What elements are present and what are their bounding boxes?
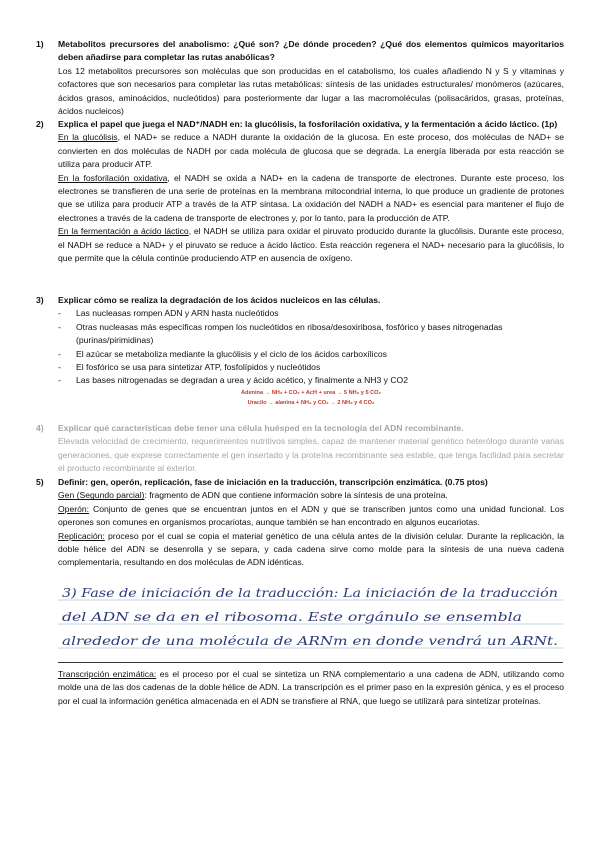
answer-transcripcion <box>58 668 564 708</box>
question-number: 3) <box>36 295 44 305</box>
question-title: Explicar qué características debe tener una célula huésped en la tecnología del ADN recombinante. <box>58 423 464 433</box>
reaction-uracilo: Uracilo → alanina + NH₃ y CO₂ → 2 NH₃ y 4 CO₂ <box>247 399 375 406</box>
question-5 <box>36 476 564 570</box>
answer-text: : fragmento de ADN que contiene información sobre la síntesis de una proteína. <box>144 490 448 501</box>
answer-text: es el proceso por el cual se sintetiza un RNA complementario a una cadena de ADN, utilizando como molde una de las dos cadenas de la doble hélice de ADN. La transcripción es el primer paso en la expresión génica, y es el proceso por el cual la información genética almacenada en el ADN se transfiere al RNA, que luego se utilizará para sintetizar proteínas. <box>58 669 564 706</box>
answer-replicacion <box>58 530 564 570</box>
answer-transcripcion-block <box>36 668 564 708</box>
answer-label: Transcripción enzimática: <box>58 669 157 679</box>
answer-text: , el NAD+ se reduce a NADH durante la oxidación de la glucosa. En este proceso, dos moléculas de NAD+ se convierten en dos moléculas de NADH por cada molécula de glucosa que se degrada. La energía liberada por esta reacción se utiliza para producir ATP. <box>58 132 564 170</box>
list-item: - Las bases nitrogenadas se degradan a urea y ácido acético, y finalmente a NH3 y CO2 <box>58 374 564 387</box>
question-number: 1) <box>36 39 44 49</box>
answer-label: En la glucólisis <box>58 132 118 143</box>
question-title: Explicar cómo se realiza la degradación de los ácidos nucleicos en las células. <box>58 295 381 305</box>
handwritten-line: del ADN se da en el ribosoma. Este orgánulo se ensembla <box>62 609 522 624</box>
answer-gen <box>58 489 564 502</box>
answer-text: Los 12 metabolitos precursores son moléculas que son producidas en el catabolismo, los cuales añadiendo N y S y vitaminas y cofactores que son necesarios para completar las rutas metabólicas: síntesis de las unidades estructurales/ monómeros (azúcares, ácidos grasos, aminoácidos, nucleótidos) para posteriormente dar lugar a las macromoléculas (polisacáridos, grasas, proteínas, ácidos nucleicos) <box>58 65 564 117</box>
list-item: - El azúcar se metaboliza mediante la glucólisis y el ciclo de los ácidos carboxílicos <box>58 348 564 361</box>
answer-text: , el NADH se utiliza para oxidar el piruvato producido durante la glucólisis. Durante este proceso, el NADH se reduce a NAD+ y el piruvato se reduce a ácido láctico. Esta reacción regenera el NAD+ necesario para la glucólisis, lo que permite que la célula continúe produciendo ATP en ausencia de oxígeno. <box>58 226 564 264</box>
answer-label: En la fosforilación oxidativa <box>58 172 168 183</box>
list-item: - El fosfórico se usa para sintetizar ATP, fosfolípidos y nucleótidos <box>58 361 564 374</box>
question-3 <box>36 294 564 408</box>
question-2 <box>36 118 564 265</box>
question-number: 4) <box>36 423 44 433</box>
question-number: 2) <box>36 119 44 129</box>
degradation-list <box>58 307 564 387</box>
answer-text: Conjunto de genes que se encuentran juntos en el ADN y que se transcriben juntos como una unidad funcional. Los operones son comunes en organismos procariotas, aunque también se han encontrado en algunos eucariotas. <box>58 503 564 528</box>
list-item: - Las nucleasas rompen ADN y ARN hasta nucleótidos <box>58 307 564 320</box>
handwritten-line: 3) Fase de iniciación de la traducción: La iniciación de la traducción <box>62 585 558 600</box>
list-item: - Otras nucleasas más específicas rompen los nucleótidos en ribosa/desoxiribosa, fosfórico y bases nitrogenadas (purinas/pirimidinas) <box>58 321 564 348</box>
question-1 <box>36 38 564 118</box>
question-title: Definir: gen, operón, replicación, fase de iniciación en la traducción, transcripción enzimática. (0.75 ptos) <box>58 477 488 487</box>
reaction-adenina: Adenina → NH₃ + CO₂ + AcH + urea → 5 NH₃ y 5 CO₂ <box>240 389 382 396</box>
answer-glucolisis <box>58 131 564 171</box>
question-title: Metabolitos precursores del anabolismo: ¿Qué son? ¿De dónde proceden? ¿Qué dos elementos químicos mayoritarios deben añadirse para completar las rutas anabólicas? <box>58 39 564 63</box>
answer-label: Gen (Segundo parcial) <box>58 490 145 501</box>
answer-fermentacion <box>58 225 564 265</box>
answer-label: Operón: <box>58 503 90 514</box>
question-4 <box>36 422 564 476</box>
handwritten-answer <box>58 580 563 660</box>
question-title: Explica el papel que juega el NAD⁺/NADH en: la glucólisis, la fosforilación oxidativa, y la fermentación a ácido láctico. (1p) <box>58 119 558 129</box>
answer-text: , el NADH se oxida a NAD+ en la cadena de transporte de electrones. Durante este proceso, los electrones se transfieren de una serie de proteínas en la membrana mitocondrial interna, lo que produce un gradiente de protones que se utiliza para producir ATP a través de la ATP sintasa. La oxidación del NADH a NAD+ es esencial para mantener el flujo de electrones a través de la cadena de transporte de electrones y, por lo tanto, para la producción de ATP. <box>58 172 564 223</box>
answer-operon <box>58 503 564 530</box>
handwritten-line: alrededor de una molécula de ARNm en donde vendrá un ARNt. <box>62 633 558 648</box>
question-number: 5) <box>36 477 44 487</box>
answer-text: Elevada velocidad de crecimiento, requerimientos nutritivos simples, capaz de mantener material genético heterólogo durante varias generaciones, que exprese correctamente el gen insertado y la proteína recombinante sea estable, que tenga facilidad para secretar el producto recombinante al exterior. <box>58 436 564 474</box>
answer-label: Replicación: <box>58 530 105 541</box>
answer-fosforilacion <box>58 172 564 226</box>
answer-label: En la fermentación a ácido láctico <box>58 226 189 237</box>
answer-text: proceso por el cual se copia el material genético de una célula antes de la división celular. Durante la replicación, la doble hélice del ADN se desenrolla y se separa, y cada cadena sirve como molde para la síntesis de una nueva cadena complementaria, resultando en dos moléculas de ADN idénticas. <box>58 530 564 568</box>
divider <box>58 662 563 663</box>
